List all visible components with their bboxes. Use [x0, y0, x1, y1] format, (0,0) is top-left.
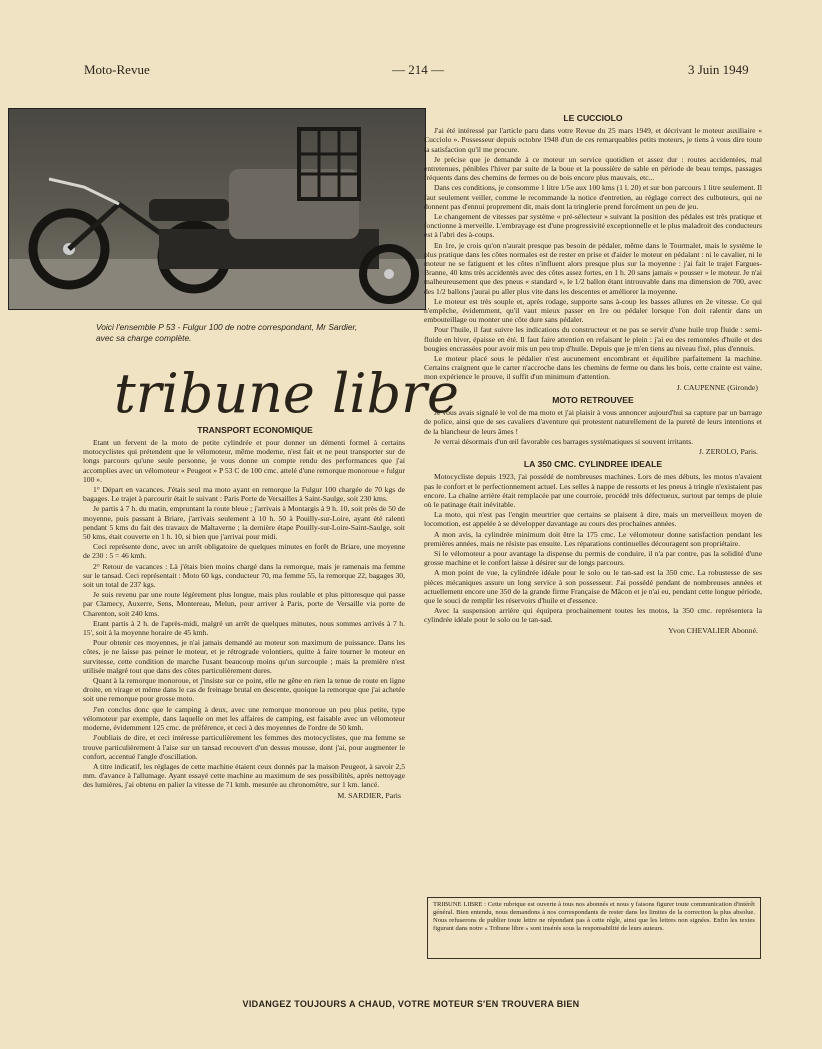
paragraph: A titre indicatif, les réglages de cette machine étaient ceux donnés par la maison Peugeot, à savoir 2,5 mm. d'avance à l'allumage. Ayant essayé cette machine au maximum de ses possibilités, après nettoyage des lumières, j'ai obtenu en palier la vitesse de 71 kmh. mesurée au chronomètre, sur 1 km. lancé.: [83, 761, 405, 790]
paragraph: La moto, qui n'est pas l'engin meurtrier que certains se plaisent à dire, mais un merveilleux moyen de locomotion, est appelée à se développer davantage au cours des prochaines années.: [424, 510, 762, 529]
paragraph: Je vous avais signalé le vol de ma moto et j'ai plaisir à vous annoncer aujourd'hui sa capture par un barrage de police, ainsi que de ses cavaliers d'aventure qui protestent naturellement de la pureté de leurs intentions et de la blancheur de leurs âmes !: [424, 408, 762, 436]
paragraph: Je précise que je demande à ce moteur un service quotidien et assez dur : routes accidentées, mal entretenues, pénibles l'hiver par suite de la boue et la poussière de sable en période de beau temps, passages fréquents dans des chemins de fermes ou de bois encore plus mauvais, etc...: [424, 154, 762, 183]
paragraph: 2° Retour de vacances : Là j'étais bien moins chargé dans la remorque, mais je ramenais ma femme sur le tansad. Ceci représentait : Moto 60 kgs, conducteur 70, ma femme 55, la remorque 22, bagages 30, soit un total de 237 kgs.: [83, 561, 405, 590]
photo-caption: Voici l'ensemble P 53 - Fulgur 100 de notre correspondant, Mr Sardier, avec sa charge complète.: [96, 322, 358, 343]
paragraph: Ceci représente donc, avec un arrêt obligatoire de quelques minutes en forêt de Briare, une moyenne de 230 : 5 = 46 kmh.: [83, 542, 405, 561]
motorcycle-photo-illustration: [9, 109, 425, 309]
paragraph: Si le vélomoteur a pour avantage la dispense du permis de conduire, il n'a par contre, pas la solidité d'une grosse machine et le confort laisse à désirer sur de longs parcours.: [424, 548, 762, 568]
tribune-libre-notice-box: TRIBUNE LIBRE : Cette rubrique est ouverte à tous nos abonnés et nous y faisons figurer toute communication d'intérêt général. Bien entendu, nous demandons à nos correspondants de rester dans les limites de la correction la plus absolue. Nous refuserons de publier toute lettre ne répondant pas à cette règle, ainsi que les lettres non signées. Enfin les textes figurant dans notre « Tribune libre » sont insérés sous la responsabilité de leurs auteurs.: [427, 897, 761, 959]
paragraph: J'oubliais de dire, et ceci intéresse particulièrement les femmes des motocyclistes, que ma femme se trouve particulièrement à l'aise sur un tansad recouvert d'un dessus mousse, dont j'ai, pour augmenter le confort, accentué l'angle d'oscillation.: [83, 733, 405, 761]
tribune-libre-heading-logo: [108, 350, 459, 430]
paragraph: Avec la suspension arrière qui équipera prochainement toutes les motos, la 350 cmc. représentera la cylindrée idéale pour le solo ou le tan-sad.: [424, 606, 762, 625]
paragraph: Le changement de vitesses par système « pré-sélecteur » suivant la position des pédales est très pratique et fonctionne à merveille. L'embrayage est d'une progressivité exceptionnelle et le plus maladroit des conducteurs est à l'abri des à-coups.: [424, 212, 763, 240]
paragraph: En 1re, je crois qu'on n'aurait presque pas besoin de pédaler, même dans le Tourmalet, mais le système le plus pratique dans les côtes normales est de rester en prise et d'aider le moteur en pédalant : ni le cavalier, ni le moteur ne se fatiguent et les côtes n'influent alors presque plus sur la moyenne : j'ai fait le trajet Fargues-Branne, 40 kms très accidentés avec des côtes assez fortes, en 1 h. 20 sans jamais « pousser » le moteur. Je n'ai malheureusement que des pneus « standard », le 1/2 ballon étant introuvable dans ma dimension de 700, avec des 1/2 ballons j'aurai pu aller plus vite dans les descentes et améliorer la moyenne.: [424, 240, 762, 296]
paragraph: Je partis à 7 h. du matin, empruntant la route bleue ; j'arrivais à Montargis à 9 h. 10, soit près de 50 de moyenne, puis passant à Briare, j'arrivais seulement à 10 h. 50 à Pouilly-sur-Loire, ayant été ralenti pendant 5 kms du fait des travaux de Maltaverne ; la dernière étape Pouilly-sur-Loire-Saint-Saulge, soit 50 kms, était couverte en 1 h. 10, si bien que j'arrivai pour midi.: [83, 504, 405, 542]
page-number: — 214 —: [392, 62, 444, 77]
transport-economique-title: TRANSPORT ECONOMIQUE: [197, 425, 313, 435]
paragraph: A mon avis, la cylindrée minimum doit être la 175 cmc. Le vélomoteur donne satisfaction pendant les premières années, mais ne résiste pas ensuite. Les réparations continuelles découragent son propriétaire.: [424, 529, 762, 548]
paragraph: Je verrai désormais d'un œil favorable ces barrages systématiques si souvent irritants.: [434, 436, 694, 446]
paragraph: Je suis revenu par une route légèrement plus longue, mais plus roulable et plus pittoresque qui passe par Clamecy, Auxerre, Sens, Montereau, Melun, pour arriver à Paris, porte de Versaille via porte de Charenton, soit 240 kms.: [83, 590, 405, 618]
cylindree-ideale-title: LA 350 CMC. CYLINDREE IDEALE: [523, 459, 663, 470]
moto-retrouvee-title: MOTO RETROUVEE: [552, 394, 634, 405]
paragraph: J'ai été intéressé par l'article paru dans votre Revue du 25 mars 1949, et décrivant le moteur auxiliaire « Cucciolo ». Possesseur depuis octobre 1948 d'un de ces remarquables petits moteurs, je tiens à vous dire toute la satisfaction qu'il me procure.: [424, 126, 762, 154]
paragraph: Pour obtenir ces moyennes, je n'ai jamais demandé au moteur son maximum de puissance. Dans les côtes, je ne laisse pas peiner le moteur, et je rétrograde volontiers, quitte à faire tourner le moteur en survitesse, cette condition de marche l'usant beaucoup moins qu'un surcouple ; mais la première n'est utilisée malgré tout que dans des côtes particulièrement dures.: [83, 638, 405, 675]
footer-slogan: VIDANGEZ TOUJOURS A CHAUD, VOTRE MOTEUR S'EN TROUVERA BIEN: [242, 999, 580, 1009]
paragraph: Dans ces conditions, je consomme 1 litre 1/5e aux 100 kms (1 l. 20) et sur bon parcours 1 litre seulement. Il faut seulement veiller, comme le recommande la notice d'entretien, au réglage correct des culbuteurs, qui ne donnent pas d'ennui proprement dit, mais dont la tringlerie prend forcément un peu de jeu.: [424, 183, 762, 211]
tribune-libre-text: tribune libre: [114, 362, 459, 425]
paragraph: Le moteur placé sous le pédalier n'est aucunement encombrant et équilibre parfaitement la machine. Certains craignent que le carter n'accroche dans les chemins de ferme ou dans les bois, cette crainte est vaine, mon expérience le prouve, il suffit d'un minimum d'attention.: [424, 354, 762, 382]
paragraph: Le moteur est très souple et, après rodage, supporte sans à-coup les basses allures en 2e vitesse. Ce qui n'empêche, évidemment, qu'il vaut mieux passer en 1re ou pédaler lorsque l'on doit ralentir dans un embouteillage ou monter une côte dure sans pédaler.: [424, 296, 762, 325]
paragraph: A mon point de vue, la cylindrée idéale pour le solo ou le tan-sad est la 350 cmc. La robustesse de ses pièces mécaniques assure un long service à son possesseur. J'ai possédé pendant de nombreuses années et actuellement encore une 350 de la grande firme Française de Mâcon et je n'ai eu, pendant cette longue période, que le souci de remplir les réservoirs d'huile et d'essence.: [424, 568, 762, 605]
paragraph: J'en conclus donc que le camping à deux, avec une remorque monoroue un peu plus petite, type vélomoteur par exemple, dans laquelle on met les affaires de camping, est faisable avec un vélomoteur moderne, évidemment 125 cmc. de préférence, et ceci à des moyennes de l'ordre de 50 kmh.: [83, 704, 405, 733]
cucciolo-title: LE CUCCIOLO: [563, 113, 623, 123]
paragraph: Pour l'huile, il faut suivre les indications du constructeur et ne pas se servir d'une huile trop fluide : semi-fluide en hiver, épaisse en été. Il faut faire attention en refaisant le plein : j'ai eu des remontées d'huile et des bougies encrassées pour avoir mis un peu trop d'huile. Depuis que je m'en tiens au niveau fixé, plus d'ennuis.: [424, 325, 762, 353]
paragraph: Etant partis à 2 h. de l'après-midi, malgré un arrêt de quelques minutes, nous sommes arrivés à 7 h. 15', soit à la moyenne horaire de 45 kmh.: [83, 618, 405, 638]
signature: J. ZEROLO, Paris.: [698, 446, 758, 456]
issue-date: 3 Juin 1949: [688, 62, 749, 77]
paragraph: Motocycliste depuis 1923, j'ai possédé de nombreuses machines. Lors de mes débuts, les motos n'avaient pas le confort et le perfectionnement actuel. Les selles à nappe de ressorts et les pneus à tringle n'existaient pas encore. La chaîne arrière était remplacée par une courroie, procédé très défectueux, surtout par temps de pluie où le patinage était inévitable.: [424, 472, 762, 509]
paragraph: Quant à la remorque monoroue, et j'insiste sur ce point, elle ne gêne en rien la tenue de route en ligne droite, en virage et même dans le cas de freinage brutal en descente, quoique la remorque que j'ai achetée soit une remorque pour grosse moto.: [83, 676, 405, 704]
paragraph: 1° Départ en vacances. J'étais seul ma moto ayant en remorque la Fulgur 100 chargée de 70 kgs de bagages. Le trajet à parcourir était le suivant : Paris Porte de Versailles à Saint-Saulge, soit 230 kms.: [83, 485, 405, 504]
right-article-column: [424, 112, 762, 639]
left-article-column: [83, 438, 405, 804]
paragraph: Etant un fervent de la moto de petite cylindrée et pour donner un démenti formel à certains motocyclistes qui prétendent que le vélomoteur, même moderne, n'est fait et ne peut transporter sur de longs parcours qu'une seule personne, je vous donne un compte rendu des performances que j'ai accomplies avec un vélomoteur « Peugeot » P 53 C de 100 cmc. attelé d'une remorque monoroue « fulgur 100 ».: [83, 438, 405, 484]
magazine-name: Moto-Revue: [84, 62, 150, 77]
motorcycle-trailer-photo: [8, 108, 426, 310]
signature: M. SARDIER, Paris: [337, 790, 401, 800]
signature: J. CAUPENNE (Gironde): [676, 382, 758, 392]
signature: Yvon CHEVALIER Abonné.: [668, 625, 758, 635]
